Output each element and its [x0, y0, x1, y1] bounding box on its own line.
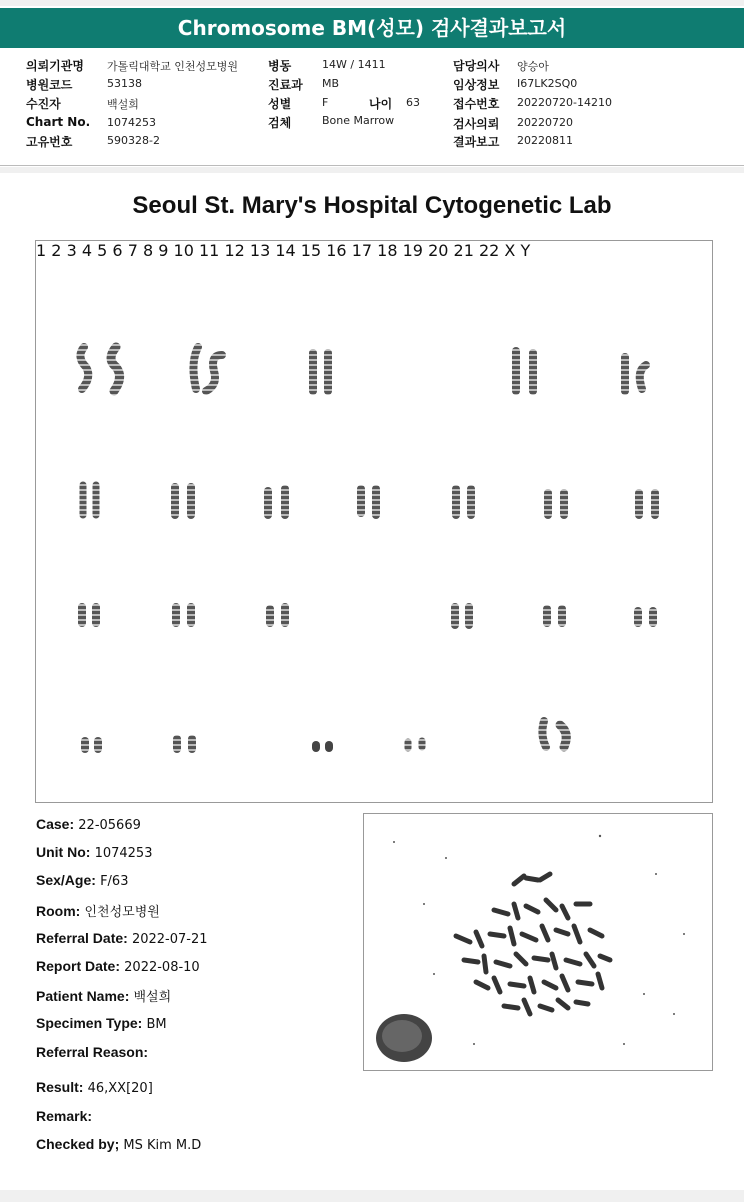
- info-label: 고유번호: [26, 135, 73, 149]
- detail-value: 2022-07-21: [131, 932, 208, 947]
- chromosome-pair-2: [193, 347, 222, 391]
- chromosome-label: 11: [198, 241, 220, 260]
- info-value: 20220720: [517, 116, 573, 129]
- info-value: 14W / 1411: [322, 58, 386, 71]
- detail-value: 1074253: [94, 846, 153, 861]
- info-value: 20220811: [517, 134, 573, 147]
- detail-label: Sex/Age:: [36, 872, 96, 888]
- chromosome-label: 13: [249, 241, 271, 260]
- info-value: 63: [406, 96, 420, 109]
- info-label: 결과보고: [453, 135, 500, 149]
- detail-row: [36, 901, 160, 920]
- detail-label: Specimen Type:: [36, 1015, 143, 1031]
- detail-row: [36, 844, 152, 861]
- detail-row: [36, 1015, 167, 1032]
- bottom-strip: [0, 1190, 744, 1202]
- chromosome-label: 1: [36, 241, 47, 260]
- chromosome-label: 8: [142, 241, 154, 260]
- info-value: Bone Marrow: [322, 114, 395, 127]
- chromosome-pair-15: [270, 607, 285, 623]
- chromosome-pair-12: [639, 493, 655, 515]
- info-value: F: [322, 96, 329, 109]
- chromosome-label: 12: [224, 241, 245, 260]
- patient-info: [0, 52, 744, 164]
- detail-value: 2022-08-10: [124, 960, 200, 975]
- chromosome-label: 5: [97, 241, 108, 260]
- detail-value: MS Kim M.D: [123, 1138, 202, 1153]
- detail-row: [36, 816, 141, 833]
- detail-label: Room:: [36, 903, 81, 919]
- chromosome-pair-8: [268, 489, 285, 515]
- detail-label: Referral Reason:: [36, 1044, 149, 1060]
- chromosome-pair-5: [625, 357, 646, 391]
- metaphase-figure: [364, 814, 712, 1070]
- info-value: 1074253: [107, 116, 156, 129]
- detail-label: Referral Date:: [36, 930, 128, 946]
- chromosome-pair-14: [176, 607, 191, 623]
- karyogram: [35, 240, 713, 803]
- detail-row: [36, 1136, 201, 1153]
- info-value: 가톨릭대학교 인천성모병원: [107, 60, 239, 73]
- detail-label: Remark:: [36, 1108, 93, 1124]
- chromosome-pair-4: [516, 351, 533, 391]
- chromosome-pair-16: [455, 607, 469, 625]
- chromosome-pair-19: [85, 741, 98, 749]
- info-value: 590328-2: [107, 134, 160, 147]
- detail-label: Result:: [36, 1079, 84, 1095]
- detail-label: Unit No:: [36, 844, 91, 860]
- info-label: 나이: [369, 97, 393, 111]
- chromosome-pair-18: [638, 611, 653, 623]
- chromosome-label: 21: [453, 241, 474, 260]
- chromosome-pair-20: [177, 739, 192, 749]
- info-label: 진료과: [268, 78, 303, 92]
- detail-row: [36, 1079, 153, 1096]
- metaphase-image: [363, 813, 713, 1071]
- chromosome-pair-10: [456, 489, 471, 515]
- chromosome-label: 4: [81, 241, 93, 260]
- chromosome-label: 6: [112, 241, 123, 260]
- chromosome-label: 7: [127, 241, 138, 260]
- chromosome-label: 20: [428, 241, 449, 260]
- divider: [0, 165, 744, 166]
- info-label: 성별: [268, 97, 292, 111]
- detail-row: [36, 1108, 92, 1125]
- chromosome-pair-6: [83, 485, 96, 515]
- chromosome-label: 3: [66, 241, 77, 260]
- karyogram-figure: [36, 241, 712, 802]
- chromosome-pair-13: [82, 607, 96, 623]
- info-value: MB: [322, 77, 340, 90]
- chromosome-label: Y: [520, 241, 531, 260]
- chromosome-label: 14: [275, 241, 296, 260]
- report-title: Chromosome BM(성모) 검사결과보고서: [0, 8, 744, 48]
- chromosome-pair-3: [313, 353, 328, 391]
- detail-value: 백설희: [133, 990, 172, 1005]
- detail-value: 22-05669: [78, 818, 141, 833]
- info-value: 백설희: [107, 98, 139, 111]
- detail-value: F/63: [100, 874, 129, 889]
- detail-row: [36, 986, 171, 1005]
- chromosome-x: [542, 721, 566, 747]
- lab-title: Seoul St. Mary's Hospital Cytogenetic Lab: [132, 192, 612, 219]
- detail-label: Checked by;: [36, 1136, 120, 1152]
- detail-value: 인천성모병원: [84, 905, 160, 920]
- detail-row: [36, 930, 208, 947]
- chromosome-pair-11: [548, 493, 564, 515]
- info-label: 수진자: [26, 97, 61, 111]
- detail-value: BM: [146, 1017, 167, 1032]
- chromosome-label: X: [504, 241, 516, 260]
- chromosome-pair-22: [408, 741, 422, 748]
- info-value: I67LK2SQ0: [517, 77, 578, 90]
- info-label: 병동: [268, 59, 292, 73]
- chromosome-pair-9: [361, 489, 376, 515]
- chromosome-pair-7: [175, 487, 191, 515]
- info-label: 담당의사: [453, 59, 500, 73]
- detail-row: [36, 958, 200, 975]
- detail-label: Report Date:: [36, 958, 121, 974]
- chromosome-pair-21: [316, 745, 329, 748]
- chromosome-pair-17: [547, 609, 562, 623]
- info-label: 의뢰기관명: [26, 59, 84, 73]
- chromosome-label: 18: [377, 241, 398, 260]
- chromosome-label: 9: [158, 241, 169, 260]
- detail-value: 46,XX[20]: [87, 1081, 153, 1096]
- info-value: 53138: [107, 77, 142, 90]
- chromosome-label: 15: [300, 241, 322, 260]
- detail-label: Case:: [36, 816, 75, 832]
- detail-row: [36, 872, 128, 889]
- info-label: 접수번호: [453, 97, 500, 111]
- chromosome-label: 10: [173, 241, 194, 260]
- chromosome-label: 2: [51, 241, 62, 260]
- detail-label: Patient Name:: [36, 988, 130, 1004]
- info-value: 양승아: [517, 60, 549, 73]
- chromosome-label: 19: [402, 241, 423, 260]
- chromosome-label: 22: [478, 241, 500, 260]
- chromosome-label: 16: [326, 241, 347, 260]
- info-label: 병원코드: [26, 78, 73, 92]
- info-label: 검사의뢰: [453, 117, 500, 131]
- detail-row: [36, 1044, 148, 1061]
- info-value: 20220720-14210: [517, 96, 612, 109]
- info-label: Chart No.: [26, 115, 91, 129]
- info-label: 검체: [268, 116, 292, 130]
- top-strip: [0, 0, 744, 6]
- divider: [0, 167, 744, 173]
- chromosome-pair-1: [80, 347, 119, 391]
- chromosome-label: 17: [351, 241, 373, 260]
- info-label: 임상정보: [453, 78, 500, 92]
